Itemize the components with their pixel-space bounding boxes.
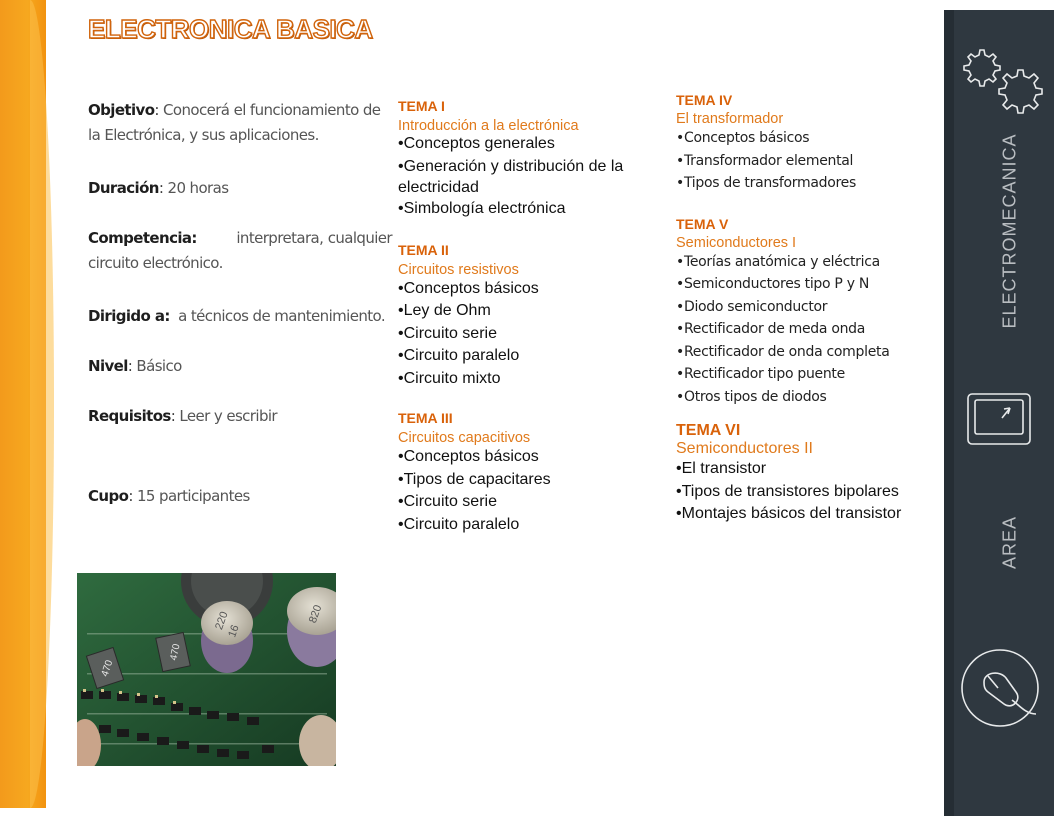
- tema-2-item: • Circuito mixto: [398, 368, 666, 391]
- cupo-label: Cupo: [88, 487, 129, 505]
- tema-2-subtitle: Circuitos resistivos: [398, 261, 519, 278]
- tema-6-title: TEMA VI: [676, 422, 741, 439]
- tema-6-subtitle: Semiconductores II: [676, 440, 813, 457]
- cupo-value: 15 participantes: [136, 487, 250, 505]
- computer-cursor-icon: [966, 392, 1036, 448]
- cupo-row: Cupo: 15 participantes: [88, 487, 250, 505]
- requisitos-value: Leer y escribir: [179, 407, 278, 425]
- tema-2-title: TEMA II: [398, 241, 449, 258]
- objetivo-label: Objetivo: [88, 101, 155, 119]
- tema-2-item: • Ley de Ohm: [398, 300, 666, 323]
- mouse-icon: [958, 646, 1054, 730]
- dirigido-row: [88, 304, 392, 329]
- gears-icon: [956, 44, 1048, 124]
- tema-4-title: TEMA IV: [676, 92, 733, 108]
- competencia-value: interpretara, cualquier circuito electrónico.: [88, 229, 392, 272]
- area-name-label: ELECTROMECANICA: [999, 133, 1020, 329]
- right-panel-edge: [944, 10, 954, 816]
- duracion-value: 20 horas: [167, 179, 229, 197]
- tema-5-subtitle: Semiconductores I: [676, 234, 797, 251]
- competencia-row: [88, 226, 392, 276]
- tema-1-item: • Generación y distribución de la electricidad: [398, 156, 666, 198]
- capacitor-label-220: 220: [213, 610, 231, 632]
- nivel-label: Nivel: [88, 357, 128, 375]
- tema-5-item: • Rectificador tipo puente: [676, 363, 942, 386]
- tema-1-title: TEMA I: [398, 98, 445, 114]
- capacitor-label-820: 820: [306, 603, 325, 625]
- tema-3-item: • Conceptos básicos: [398, 446, 666, 469]
- duracion-row: Duración: 20 horas: [88, 179, 229, 197]
- tema-6-item: • Tipos de transistores bipolares: [676, 481, 942, 504]
- duracion-label: Duración: [88, 179, 159, 197]
- tema-2-item: • Conceptos básicos: [398, 278, 666, 301]
- left-bar-highlight: [30, 0, 54, 808]
- smd-capacitor-label-1: 470: [99, 658, 116, 679]
- tema-5-title: TEMA V: [676, 215, 729, 232]
- tema-1-subtitle: Introducción a la electrónica: [398, 118, 579, 134]
- tema-2-item: • Circuito serie: [398, 323, 666, 346]
- requisitos-label: Requisitos: [88, 407, 171, 425]
- tema-3-item: • Tipos de capacitares: [398, 469, 666, 492]
- tema-4-item: • Tipos de transformadores: [676, 172, 942, 195]
- tema-3-title: TEMA III: [398, 410, 453, 426]
- tema-4-item: • Transformador elemental: [676, 150, 942, 173]
- tema-6-item: • Montajes básicos del transistor: [676, 503, 942, 526]
- smd-capacitor-label-2: 470: [168, 642, 183, 662]
- objetivo-value: Conocerá el funcionamiento de la Electrónica, y sus aplicaciones.: [88, 101, 381, 144]
- tema-3-item: • Circuito paralelo: [398, 514, 666, 537]
- temas-column-middle: [398, 98, 666, 536]
- tema-5-item: • Otros tipos de diodos: [676, 386, 942, 409]
- nivel-value: Básico: [136, 357, 182, 375]
- tema-3-item: • Circuito serie: [398, 491, 666, 514]
- tema-5-item: • Teorías anatómica y eléctrica: [676, 251, 942, 274]
- objetivo-row: Objetivo: Conocerá el funcionamiento de la Electrónica, y sus aplicaciones.: [88, 101, 381, 144]
- circuit-board-illustration: [77, 573, 336, 766]
- tema-1-item: • Conceptos generales: [398, 133, 666, 156]
- tema-4-subtitle: El transformador: [676, 111, 784, 127]
- tema-5-item: • Diodo semiconductor: [676, 296, 942, 319]
- temas-column-right: [676, 92, 942, 526]
- capacitor-label-16: 16: [226, 623, 242, 640]
- tema-5-item: • Rectificador de onda completa: [676, 341, 942, 364]
- competencia-label: Competencia:: [88, 229, 197, 247]
- tema-5-item: • Rectificador de meda onda: [676, 318, 942, 341]
- area-label: AREA: [999, 515, 1020, 570]
- nivel-row: Nivel: Básico: [88, 357, 182, 375]
- dirigido-value: a técnicos de mantenimiento.: [178, 307, 386, 325]
- circuit-board-photo: [77, 573, 336, 766]
- tema-5-item: • Semiconductores tipo P y N: [676, 273, 942, 296]
- tema-1-item: • Simbología electrónica: [398, 198, 666, 220]
- tema-3-subtitle: Circuitos capacitivos: [398, 430, 531, 446]
- requisitos-row: Requisitos: Leer y escribir: [88, 407, 278, 425]
- tema-4-item: • Conceptos básicos: [676, 127, 942, 150]
- page-title: ELECTRONICA BASICA: [88, 14, 373, 44]
- dirigido-label: Dirigido a:: [88, 307, 170, 325]
- tema-6-item: • El transistor: [676, 458, 942, 481]
- tema-2-item: • Circuito paralelo: [398, 345, 666, 368]
